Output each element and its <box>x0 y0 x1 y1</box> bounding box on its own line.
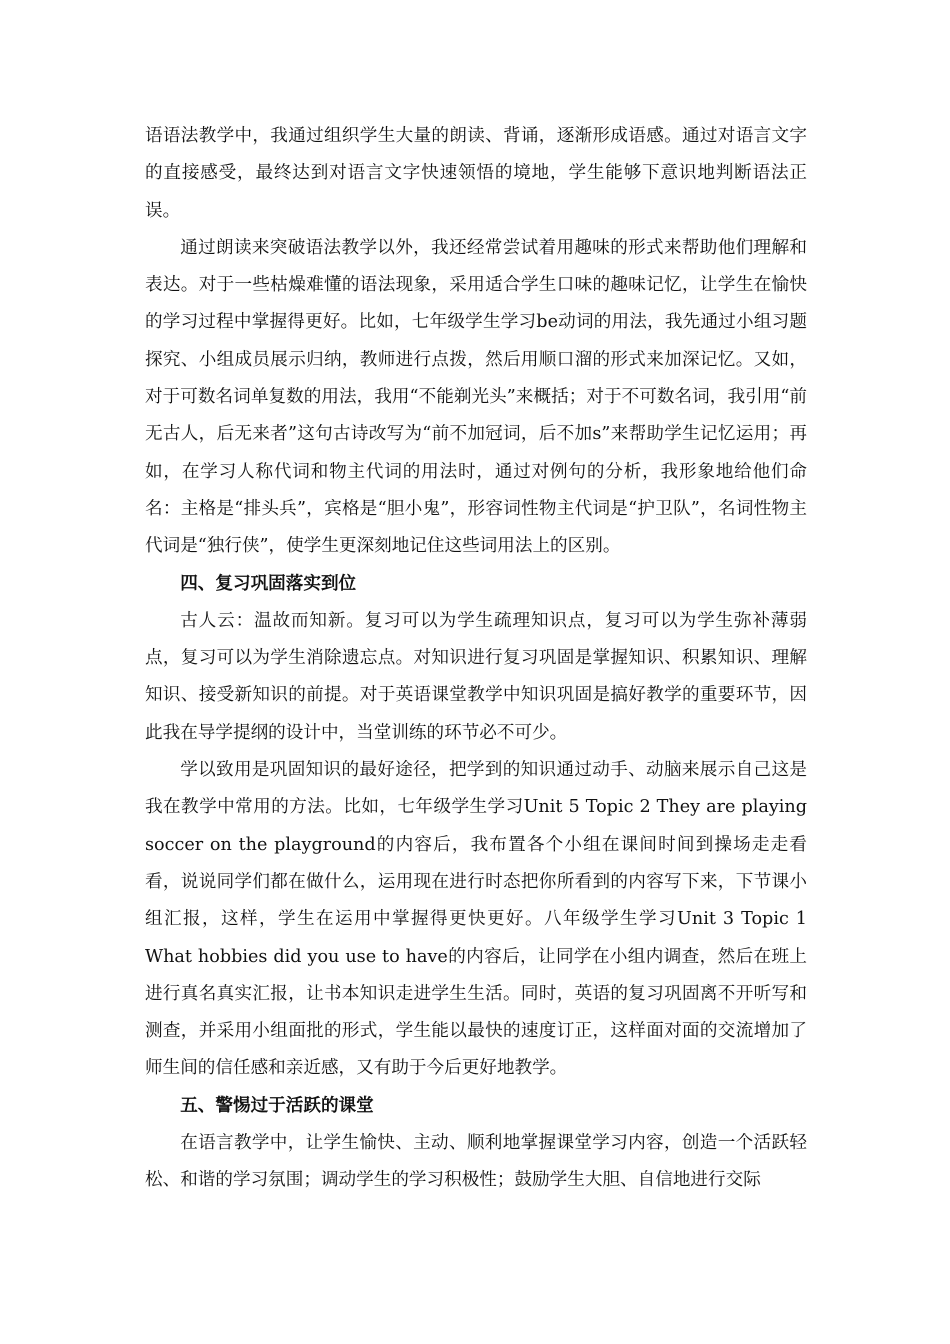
section-heading-active-class: 五、警惕过于活跃的课堂 <box>180 1095 374 1116</box>
paragraph-language-teaching: 在语言教学中，让学生愉快、主动、顺利地掌握课堂学习内容，创造一个活跃轻松、和谐的学习氛围；调动学生的学习积极性；鼓励学生大胆、自信地进行交际 <box>145 1133 807 1191</box>
document-body <box>145 118 807 1200</box>
paragraph-apply-knowledge: 学以致用是巩固知识的最好途径，把学到的知识通过动手、动脑来展示自己这是我在教学中常用的方法。比如，七年级学生学习Unit 5 Topic 2 They are playing soccer on the playground的内容后，我布置各个小组在课间时间到操场走走看看，说说同学们都在做什么，运用现在进行时态把你所看到的内容写下来，下节课小组汇报，这样，学生在运用中掌握得更快更好。八年级学生学习Unit 3 Topic 1 What hobbies did you use to have的内容后，让同学在小组内调查，然后在班上进行真名真实汇报，让书本知识走进学生生活。同时，英语的复习巩固离不开听写和测查，并采用小组面批的形式，学生能以最快的速度订正，这样面对面的交流增加了师生间的信任感和亲近感，又有助于今后更好地教学。 <box>145 760 807 1079</box>
paragraph-fun-memory: 通过朗读来突破语法教学以外，我还经常尝试着用趣味的形式来帮助他们理解和表达。对于一些枯燥难懂的语法现象，采用适合学生口味的趣味记忆，让学生在愉快的学习过程中掌握得更好。比如，七年级学生学习be动词的用法，我先通过小组习题探究、小组成员展示归纳，教师进行点拨，然后用顺口溜的形式来加深记忆。又如，对于可数名词单复数的用法，我用“不能剃光头”来概括；对于不可数名词，我引用“前无古人，后无来者”这句古诗改写为“前不加冠词，后不加s”来帮助学生记忆运用；再如，在学习人称代词和物主代词的用法时，通过对例句的分析，我形象地给他们命名：主格是“排头兵”，宾格是“胆小鬼”，形容词性物主代词是“护卫队”，名词性物主代词是“独行侠”，使学生更深刻地记住这些词用法上的区别。 <box>145 237 807 557</box>
section-heading-review: 四、复习巩固落实到位 <box>180 573 357 594</box>
paragraph-grammar-reading: 语语法教学中，我通过组织学生大量的朗读、背诵，逐渐形成语感。通过对语言文字的直接感受，最终达到对语言文字快速领悟的境地，学生能够下意识地判断语法正误。 <box>145 126 807 221</box>
paragraph-review-importance: 古人云：温故而知新。复习可以为学生疏理知识点，复习可以为学生弥补薄弱点，复习可以为学生消除遗忘点。对知识进行复习巩固是掌握知识、积累知识、理解知识、接受新知识的前提。对于英语课堂教学中知识巩固是搞好教学的重要环节，因此我在导学提纲的设计中，当堂训练的环节必不可少。 <box>145 610 807 743</box>
